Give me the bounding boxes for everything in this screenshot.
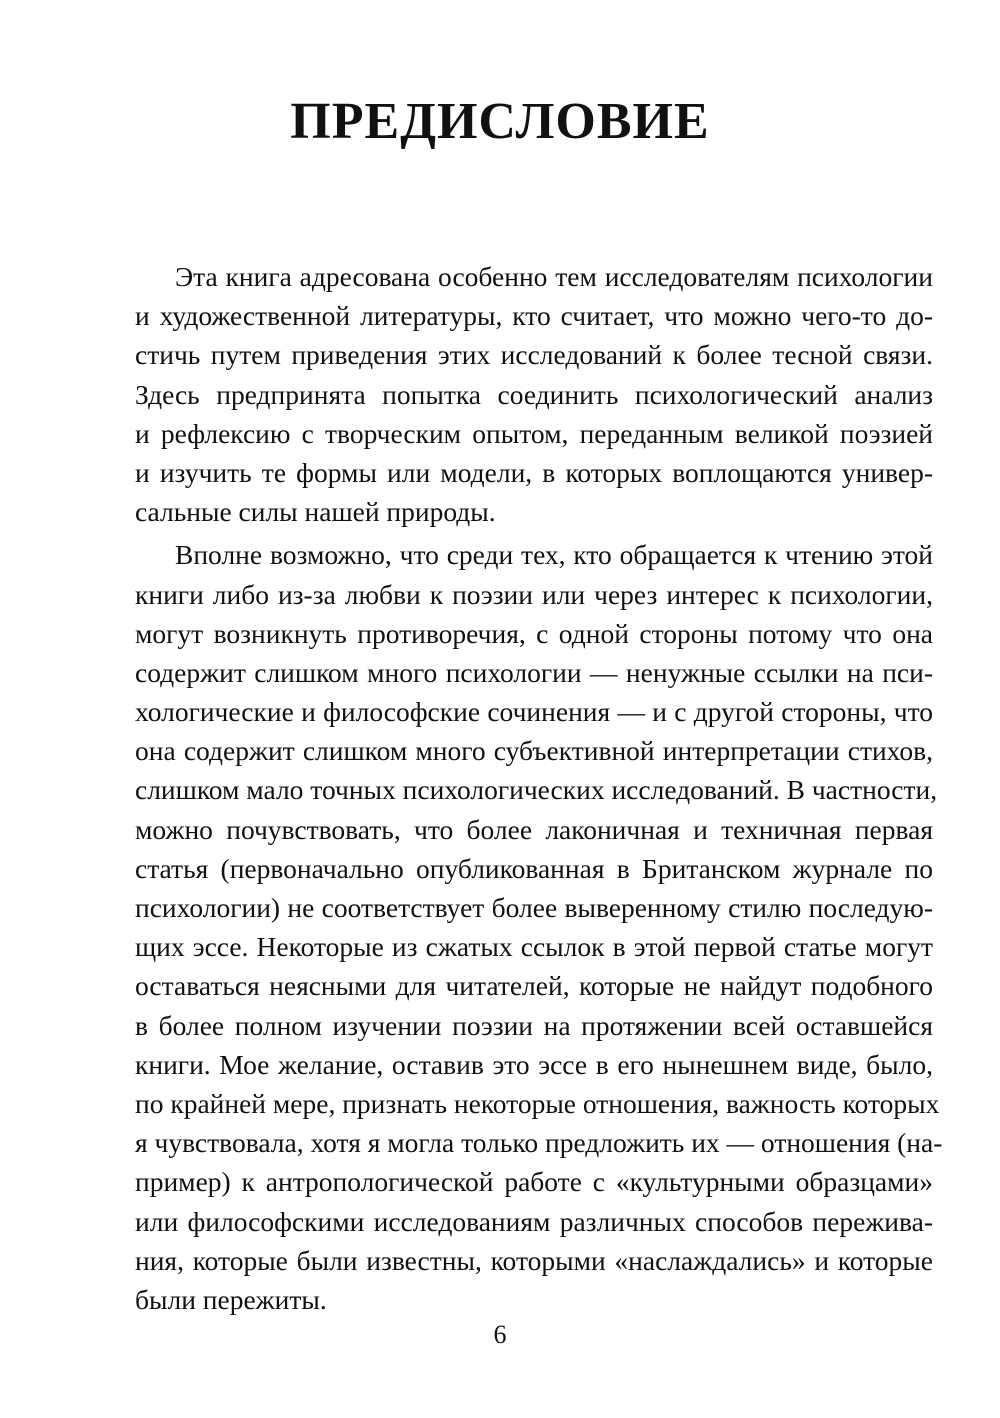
text-line: хологические и философские сочинения — и с другой стороны, что (135, 696, 933, 728)
text-line: книги. Мое желание, оставив это эссе в его нынешнем виде, было, (135, 1048, 933, 1080)
text-line: щих эссе. Некоторые из сжатых ссылок в этой первой статье могут (135, 931, 933, 963)
text-line: были пережиты. (135, 1283, 327, 1315)
text-line: или философскими исследованиям различных способов пережива- (135, 1205, 933, 1237)
text-line: она содержит слишком много субъективной интерпретации стихов, (135, 735, 933, 767)
text-line: в более полном изучении поэзии на протяжении всей оставшейся (135, 1009, 933, 1041)
text-line: и рефлексию с творческим опытом, переданным великой поэзией (135, 417, 933, 449)
text-line: Эта книга адресована особенно тем исследователям психологии (175, 261, 933, 292)
text-line: Здесь предпринята попытка соединить психологический анализ (135, 378, 933, 410)
text-line: Вполне возможно, что среди тех, кто обращается к чтению этой (175, 539, 933, 571)
page-number: 6 (493, 1320, 507, 1349)
text-line: статья (первоначально опубликованная в Британском журнале по (135, 852, 933, 884)
text-line: сальные силы нашей природы. (135, 496, 496, 528)
text-line: психологии) не соответствует более выверенному стилю последую- (135, 892, 933, 923)
page-title: ПРЕДИСЛОВИЕ (290, 93, 710, 150)
text-line: ния, которые были известны, которыми «наслаждались» и которые (135, 1244, 933, 1276)
text-line: стичь путем приведения этих исследований к более тесной связи. (135, 339, 933, 371)
text-line: содержит слишком много психологии — ненужные ссылки на пси- (135, 656, 933, 688)
text-line: и изучить те формы или модели, в которых воплощаются универ- (135, 456, 933, 488)
text-line: можно почувствовать, что более лаконичная и техничная первая (135, 813, 933, 845)
text-line: я чувствовала, хотя я могла только предложить их — отношения (на- (135, 1127, 943, 1159)
text-line: и художественной литературы, кто считает, что можно чего-то до- (135, 300, 933, 332)
paragraph-2 (135, 535, 943, 1319)
text-line: книги либо из-за любви к поэзии или через интерес к психологии, (135, 578, 933, 610)
text-line: пример) к антропологической работе с «культурными образцами» (135, 1166, 933, 1198)
text-line: слишком мало точных психологических исследований. В частности, (135, 774, 938, 806)
body-text (135, 257, 943, 1323)
text-line: по крайней мере, признать некоторые отношения, важность которых (135, 1087, 940, 1119)
paragraph-1 (135, 257, 933, 531)
text-line: могут возникнуть противоречия, с одной стороны потому что она (135, 617, 933, 649)
text-line: оставаться неясными для читателей, которые не найдут подобного (135, 970, 933, 1002)
